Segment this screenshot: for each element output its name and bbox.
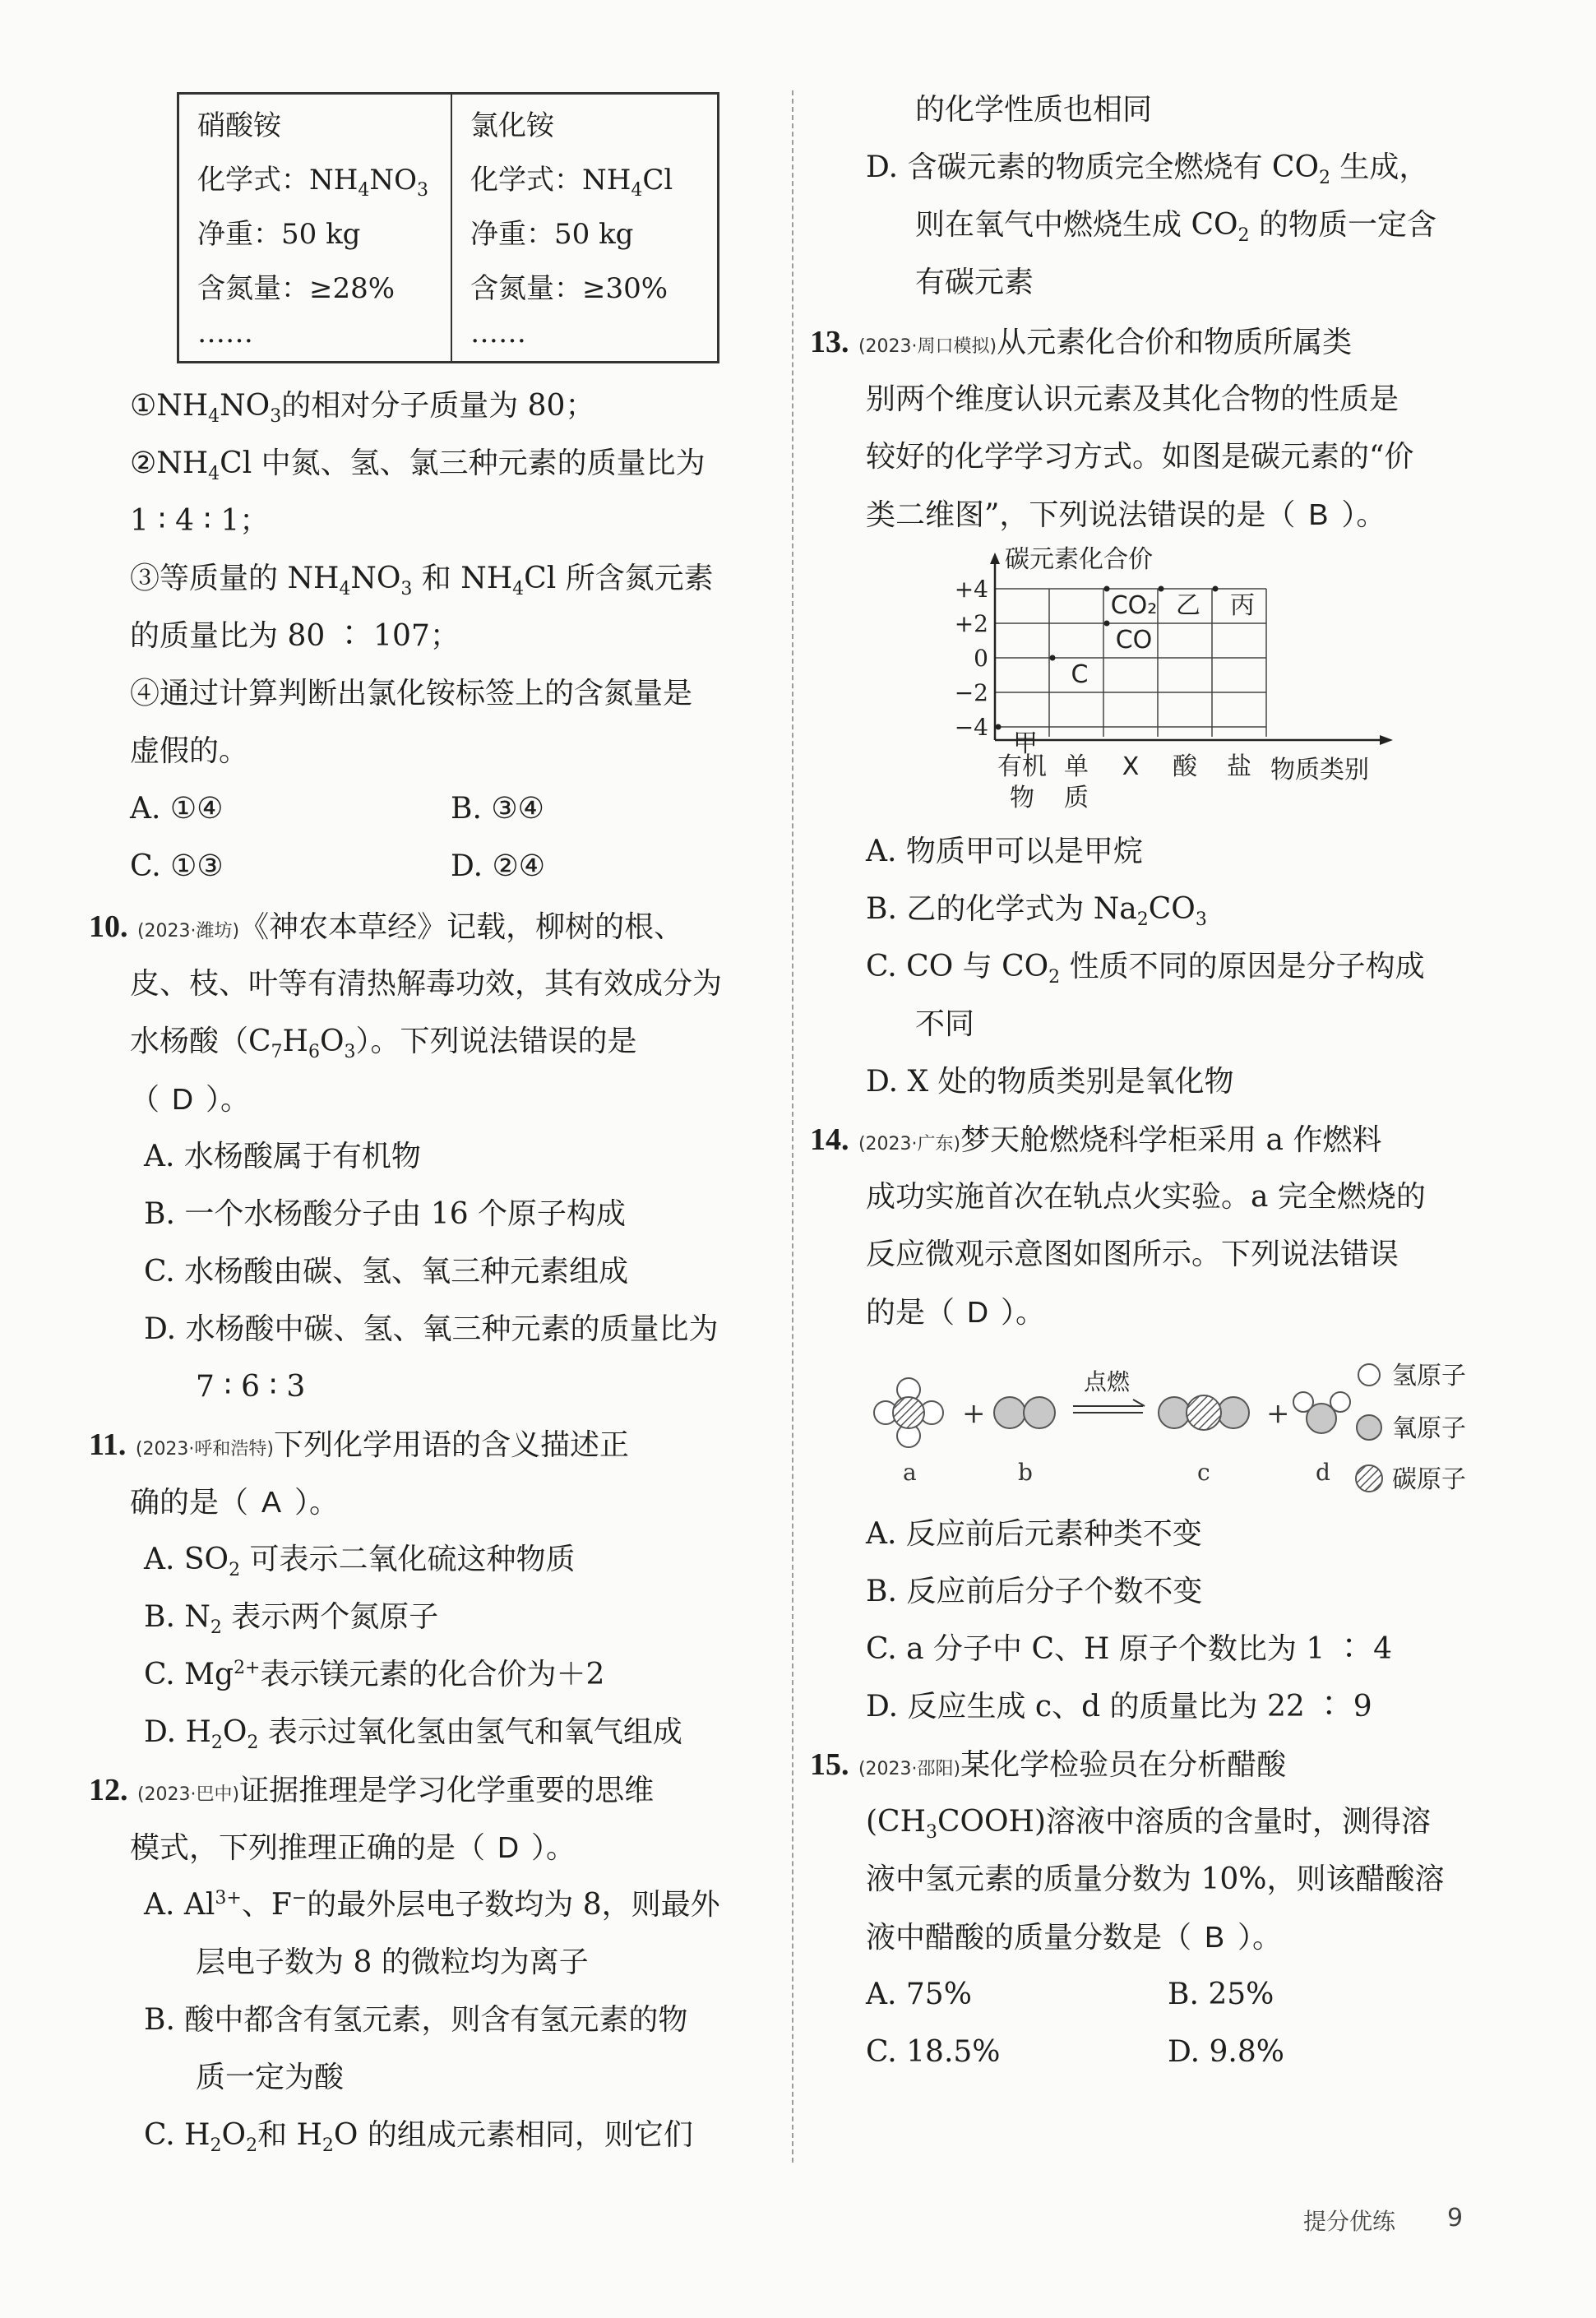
label-name: 氯化铵 [470, 109, 554, 142]
label-weight: 净重：50 kg [470, 218, 634, 251]
q10-stem: 10. (2023·潍坊)《神农本草经》记载，柳树的根、 [89, 909, 684, 944]
q13-option-d[interactable]: D. X 处的物质类别是氧化物 [866, 1065, 1234, 1099]
legend-oxygen: 氧原子 [1392, 1414, 1466, 1443]
q15-stem: 液中醋酸的质量分数是（ B ）。 [866, 1918, 1282, 1958]
q12-option-a[interactable]: A. $Al^{3+}$、F−的最外层电子数均为 8，则最外 [144, 1888, 720, 1922]
q10-stem: 水杨酸$(C_7H_6O_3)$。下列说法错误的是 [130, 1025, 637, 1063]
q11-stem: 确的是（ A ）。 [130, 1483, 339, 1523]
q14-stem: 成功实施首次在轨点火实验。a 完全燃烧的 [866, 1180, 1426, 1214]
chart-axes [990, 553, 1393, 745]
reaction-micro-diagram [863, 1357, 1505, 1497]
legend-hydrogen: 氢原子 [1392, 1362, 1466, 1390]
q13-option-c[interactable]: C. CO 与 $CO_2$ 性质不同的原因是分子构成 [866, 950, 1425, 988]
legend-carbon: 碳原子 [1392, 1465, 1466, 1494]
q14-stem: 14. (2023·广东)梦天舱燃烧科学柜采用 a 作燃料 [810, 1122, 1382, 1157]
fertilizer-label-table [177, 92, 719, 363]
molecule-a [874, 1378, 943, 1447]
x-tick-label: 物 [1010, 784, 1034, 812]
q10-stem: 皮、枝、叶等有清热解毒功效，其有效成分为 [130, 967, 723, 1001]
q13-answer[interactable]: B [1308, 497, 1329, 531]
chart-x-ticks [997, 752, 1251, 812]
q13-stem: 较好的化学学习方式。如图是碳元素的“价 [866, 440, 1414, 474]
page-number: 9 [1447, 2204, 1464, 2232]
q9-option-d[interactable]: D. ②④ [451, 849, 546, 883]
label-ammonium-chloride [452, 95, 717, 361]
chart-y-ticks [955, 576, 988, 741]
q15-answer[interactable]: B [1205, 1920, 1225, 1954]
molecule-label: d [1316, 1459, 1330, 1486]
q9-statement: ③等质量的 $NH_4NO_3$ 和 $NH_4Cl$ 所含氮元素 [130, 562, 714, 600]
q10-option-d-cont: 7 ∶ 6 ∶ 3 [196, 1370, 306, 1404]
data-point [1159, 586, 1164, 592]
label-more: …… [197, 317, 253, 349]
q12-option-c[interactable]: C. $H_2O_2$和 $H_2O$ 的组成元素相同，则它们 [144, 2118, 693, 2157]
q14-stem: 反应微观示意图如图所示。下列说法错误 [866, 1238, 1399, 1271]
molecule-b [994, 1397, 1055, 1428]
label-name: 硝酸铵 [197, 109, 281, 142]
y-axis-arrow-icon [990, 553, 1000, 564]
chart-y-label: 碳元素化合价 [1005, 545, 1153, 574]
q15-option-a[interactable]: A. 75% [866, 1978, 972, 2011]
footer-brand: 提分优练 [1303, 2208, 1396, 2235]
q10-stem: （ D ）。 [130, 1080, 250, 1120]
q10-option-c[interactable]: C. 水杨酸由碳、氢、氧三种元素组成 [144, 1255, 629, 1289]
q9-option-c[interactable]: C. ①③ [130, 849, 224, 883]
carbon-valence-chart [937, 541, 1431, 821]
q9-statement: 1 ∶ 4 ∶ 1； [130, 504, 270, 538]
data-point [1104, 586, 1110, 592]
label-weight: 净重：50 kg [197, 218, 361, 251]
q11-option-a[interactable]: A. $SO_2$ 可表示二氧化硫这种物质 [144, 1543, 576, 1581]
q9-statement: ④通过计算判断出氯化铵标签上的含氮量是 [130, 677, 693, 710]
y-tick-label: −4 [954, 714, 988, 741]
q11-option-c[interactable]: C. $Mg^{2+}$表示镁元素的化合价为＋2 [144, 1658, 605, 1691]
q9-option-b[interactable]: B. ③④ [451, 792, 544, 826]
x-tick-label: 单 [1064, 752, 1089, 781]
q13-stem: 13. (2023·周口模拟)从元素化合价和物质所属类 [810, 325, 1353, 359]
molecule-label: c [1197, 1459, 1210, 1486]
q11-option-b[interactable]: B. $N_2$ 表示两个氮原子 [144, 1600, 439, 1639]
q15-option-d[interactable]: D. 9.8% [1168, 2035, 1284, 2069]
q9-statement: 的质量比为 80 ∶ 107； [130, 619, 460, 653]
q9-statement: $①NH_4NO_3$的相对分子质量为 80； [130, 389, 595, 428]
label-ammonium-nitrate [179, 95, 452, 361]
q12-option-c-cont: 的化学性质也相同 [915, 93, 1153, 127]
q10-option-d[interactable]: D. 水杨酸中碳、氢、氧三种元素的质量比为 [144, 1312, 719, 1346]
q13-option-a[interactable]: A. 物质甲可以是甲烷 [866, 835, 1143, 868]
q14-stem: 的是（ D ）。 [866, 1293, 1045, 1333]
data-point [996, 724, 1002, 730]
q14-option-b[interactable]: B. 反应前后分子个数不变 [866, 1575, 1203, 1608]
chart-points [996, 586, 1256, 759]
label-nitrogen: 含氮量：≥28% [197, 272, 396, 305]
q13-stem: 别两个维度认识元素及其化合物的性质是 [866, 382, 1399, 416]
q14-option-c[interactable]: C. a 分子中 C、H 原子个数比为 1 ∶ 4 [866, 1632, 1393, 1666]
data-point-label: 乙 [1176, 591, 1200, 620]
q12-option-b-cont: 质一定为酸 [196, 2061, 345, 2094]
q14-answer[interactable]: D [967, 1295, 989, 1329]
q10-answer[interactable]: D [172, 1082, 194, 1116]
q13-option-b[interactable]: B. 乙的化学式为 $Na_2CO_3$ [866, 892, 1207, 931]
q10-option-a[interactable]: A. 水杨酸属于有机物 [144, 1140, 421, 1173]
q15-option-c[interactable]: C. 18.5% [866, 2035, 1001, 2069]
q10-option-b[interactable]: B. 一个水杨酸分子由 16 个原子构成 [144, 1197, 627, 1231]
x-tick-label: 质 [1064, 784, 1089, 812]
data-point-label: CO₂ [1110, 591, 1158, 620]
q11-answer[interactable]: A [261, 1485, 282, 1519]
q12-option-a-cont: 层电子数为 8 的微粒均为离子 [196, 1946, 589, 1979]
data-point [1213, 586, 1219, 592]
x-tick-label: 盐 [1227, 752, 1251, 781]
q9-statement: $②NH_4Cl$ 中氮、氢、氯三种元素的质量比为 [130, 446, 705, 485]
x-tick-label: 有机 [997, 752, 1047, 781]
reaction-arrow-icon [1073, 1400, 1145, 1413]
q12-option-d-cont: 则在氧气中燃烧生成 $CO_2$ 的物质一定含 [915, 208, 1436, 247]
y-tick-label: +2 [954, 610, 988, 637]
molecule-label: b [1018, 1459, 1033, 1486]
q14-option-a[interactable]: A. 反应前后元素种类不变 [866, 1517, 1202, 1551]
q12-option-d[interactable]: D. 含碳元素的物质完全燃烧有 $CO_2$ 生成， [866, 150, 1429, 189]
y-tick-label: −2 [954, 679, 988, 706]
molecule-label: a [903, 1459, 917, 1486]
q11-stem: 11. (2023·呼和浩特)下列化学用语的含义描述正 [89, 1427, 630, 1462]
plus-sign: + [1266, 1397, 1290, 1430]
q15-stem: 15. (2023·邵阳)某化学检验员在分析醋酸 [810, 1747, 1287, 1782]
q12-answer[interactable]: D [497, 1830, 520, 1864]
x-tick-label: 酸 [1173, 752, 1197, 781]
chart-x-label: 物质类别 [1270, 756, 1369, 784]
data-point-label: C [1071, 660, 1089, 689]
q11-option-d[interactable]: D. $H_2O_2$ 表示过氧化氢由氢气和氧气组成 [144, 1715, 682, 1754]
molecule-d [1293, 1392, 1350, 1433]
q15-option-b[interactable]: B. 25% [1168, 1978, 1274, 2011]
q12-option-d-cont: 有碳元素 [915, 266, 1034, 299]
molecule-c [1159, 1395, 1249, 1430]
data-point [1050, 655, 1056, 661]
legend [1356, 1362, 1466, 1494]
y-tick-label: 0 [974, 645, 988, 672]
label-formula: 化学式：$NH_4NO_3$ [197, 164, 429, 201]
q9-statement: 虚假的。 [130, 734, 249, 768]
x-axis-arrow-icon [1380, 735, 1393, 745]
q12-option-b[interactable]: B. 酸中都含有氢元素，则含有氢元素的物 [144, 2003, 688, 2037]
q15-stem: $(CH_3COOH)$溶液中溶质的含量时，测得溶 [866, 1805, 1431, 1844]
q15-stem: 液中氢元素的质量分数为 10%，则该醋酸溶 [866, 1862, 1445, 1896]
data-point [1104, 621, 1110, 627]
plus-sign: + [962, 1397, 986, 1430]
column-divider [792, 90, 793, 2163]
label-nitrogen: 含氮量：≥30% [470, 272, 668, 305]
q12-stem: 模式，下列推理正确的是（ D ）。 [130, 1828, 576, 1868]
q14-option-d[interactable]: D. 反应生成 c、d 的质量比为 22 ∶ 9 [866, 1690, 1372, 1723]
y-tick-label: +4 [954, 576, 988, 603]
x-tick-label: X [1122, 752, 1140, 781]
q13-option-c-cont: 不同 [915, 1007, 975, 1041]
q13-stem: 类二维图”，下列说法错误的是（ B ）。 [866, 495, 1386, 535]
label-more: …… [470, 317, 526, 349]
q9-option-a[interactable]: A. ①④ [130, 792, 224, 826]
data-point-label: 丙 [1230, 591, 1255, 620]
label-formula: 化学式：$NH_4Cl$ [470, 164, 673, 201]
q12-stem: 12. (2023·巴中)证据推理是学习化学重要的思维 [89, 1773, 655, 1807]
reaction-condition: 点燃 [1084, 1368, 1131, 1395]
data-point-label: CO [1115, 626, 1153, 655]
data-point-label: 甲 [1013, 729, 1038, 758]
